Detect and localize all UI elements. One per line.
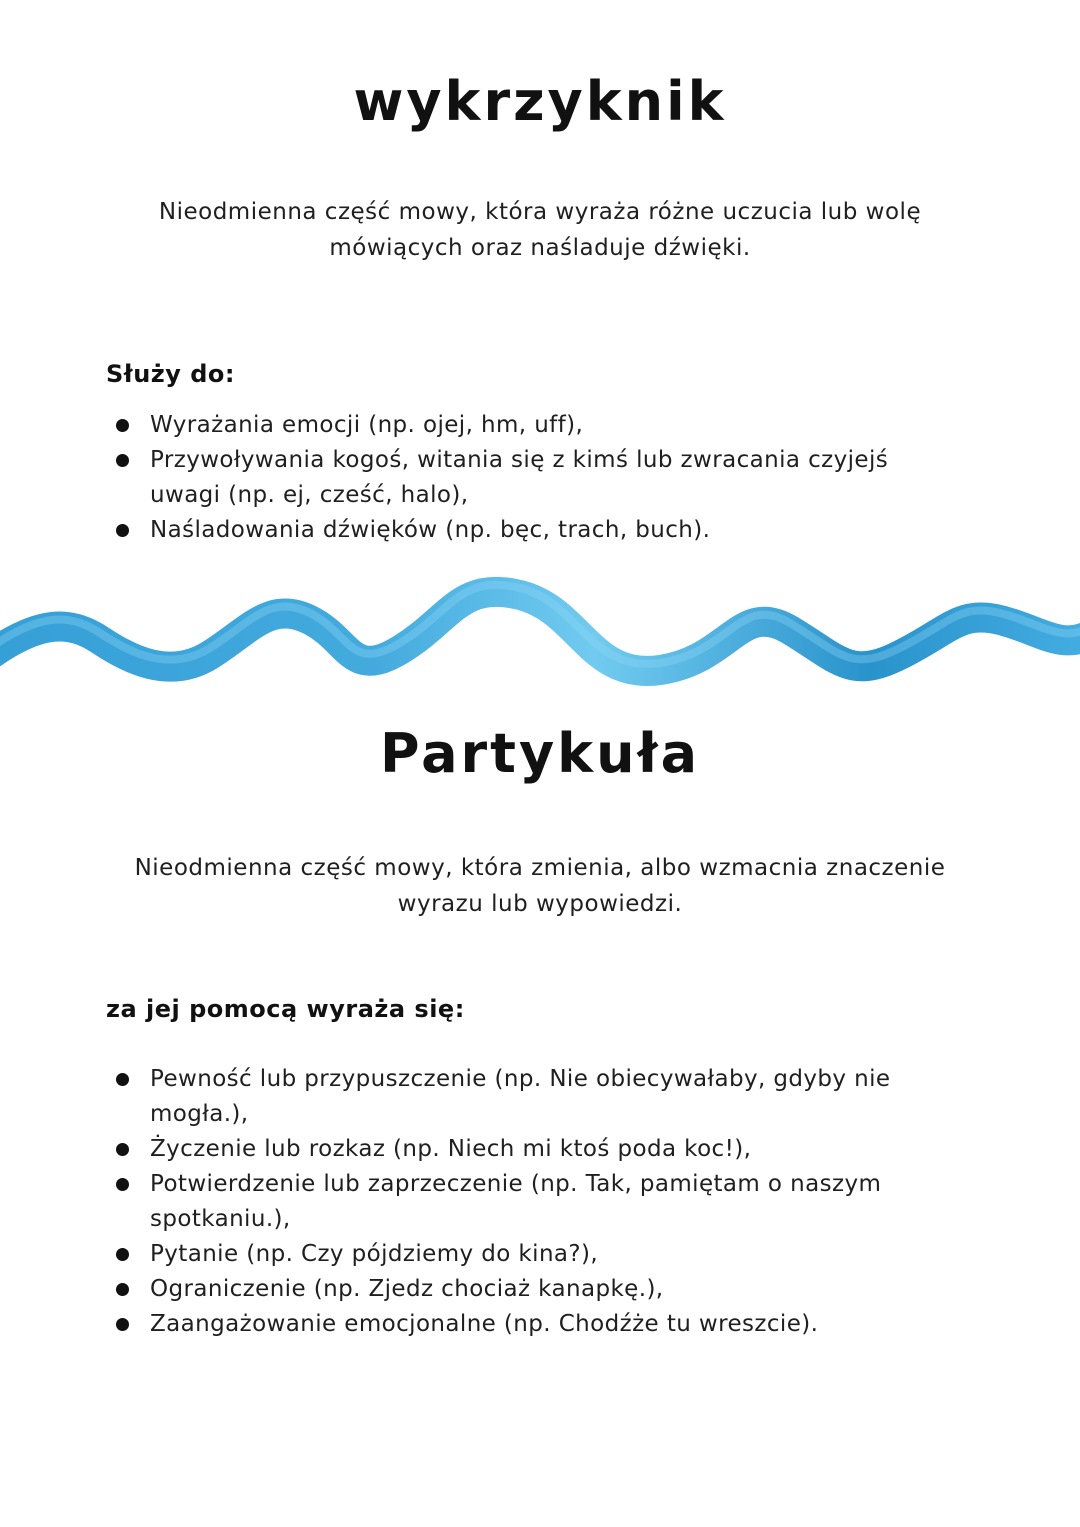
list-item-text: Pewność lub przypuszczenie (np. Nie obiecywałaby, gdyby nie mogła.), [150,1066,891,1127]
list-item [112,1167,932,1237]
list-item-text: Ograniczenie (np. Zjedz chociaż kanapkę.), [150,1276,664,1302]
bullet-dot-icon [116,1178,129,1191]
list-wykrzyknik-uses [112,408,932,548]
list-item-text: Naśladowania dźwięków (np. bęc, trach, buch). [150,517,711,543]
list-item-text: Wyrażania emocji (np. ojej, hm, uff), [150,412,584,438]
section-title-partykula: Partykuła [379,722,701,785]
list-item [112,443,932,513]
list-item-text: Potwierdzenie lub zaprzeczenie (np. Tak, pamiętam o naszym spotkaniu.), [150,1171,882,1232]
list-item-text: Przywoływania kogoś, witania się z kimś lub zwracania czyjejś uwagi (np. ej, cześć, halo), [150,447,889,508]
bullet-dot-icon [116,1318,129,1331]
list-item [112,1237,932,1272]
list-item [112,408,932,443]
list-item [112,513,932,548]
definition-line: Nieodmienna część mowy, która zmienia, albo wzmacnia znaczenie [134,855,946,881]
section-title-wykrzyknik: wykrzyknik [353,70,727,133]
bullet-dot-icon [116,419,129,432]
bullet-dot-icon [116,1248,129,1261]
definition-partykula [120,850,960,922]
list-item [112,1132,932,1167]
bullet-dot-icon [116,524,129,537]
watercolor-wave-decoration [0,560,1080,710]
list-item [112,1272,932,1307]
bullet-dot-icon [116,1143,129,1156]
subheading-za-jej-pomoca: za jej pomocą wyraża się: [106,995,465,1023]
list-item-text: Pytanie (np. Czy pójdziemy do kina?), [150,1241,599,1267]
definition-wykrzyknik [120,194,960,266]
list-item-text: Życzenie lub rozkaz (np. Niech mi ktoś poda koc!), [150,1136,752,1162]
list-item-text: Zaangażowanie emocjonalne (np. Chodźże tu wreszcie). [150,1311,819,1337]
bullet-dot-icon [116,454,129,467]
list-item [112,1307,932,1342]
bullet-dot-icon [116,1073,129,1086]
definition-line: wyrazu lub wypowiedzi. [397,891,683,917]
bullet-dot-icon [116,1283,129,1296]
definition-line: mówiących oraz naśladuje dźwięki. [329,235,751,261]
list-item [112,1062,932,1132]
definition-line: Nieodmienna część mowy, która wyraża różne uczucia lub wolę [158,199,922,225]
subheading-sluzy-do: Służy do: [106,360,236,388]
list-partykula-uses [112,1062,932,1342]
